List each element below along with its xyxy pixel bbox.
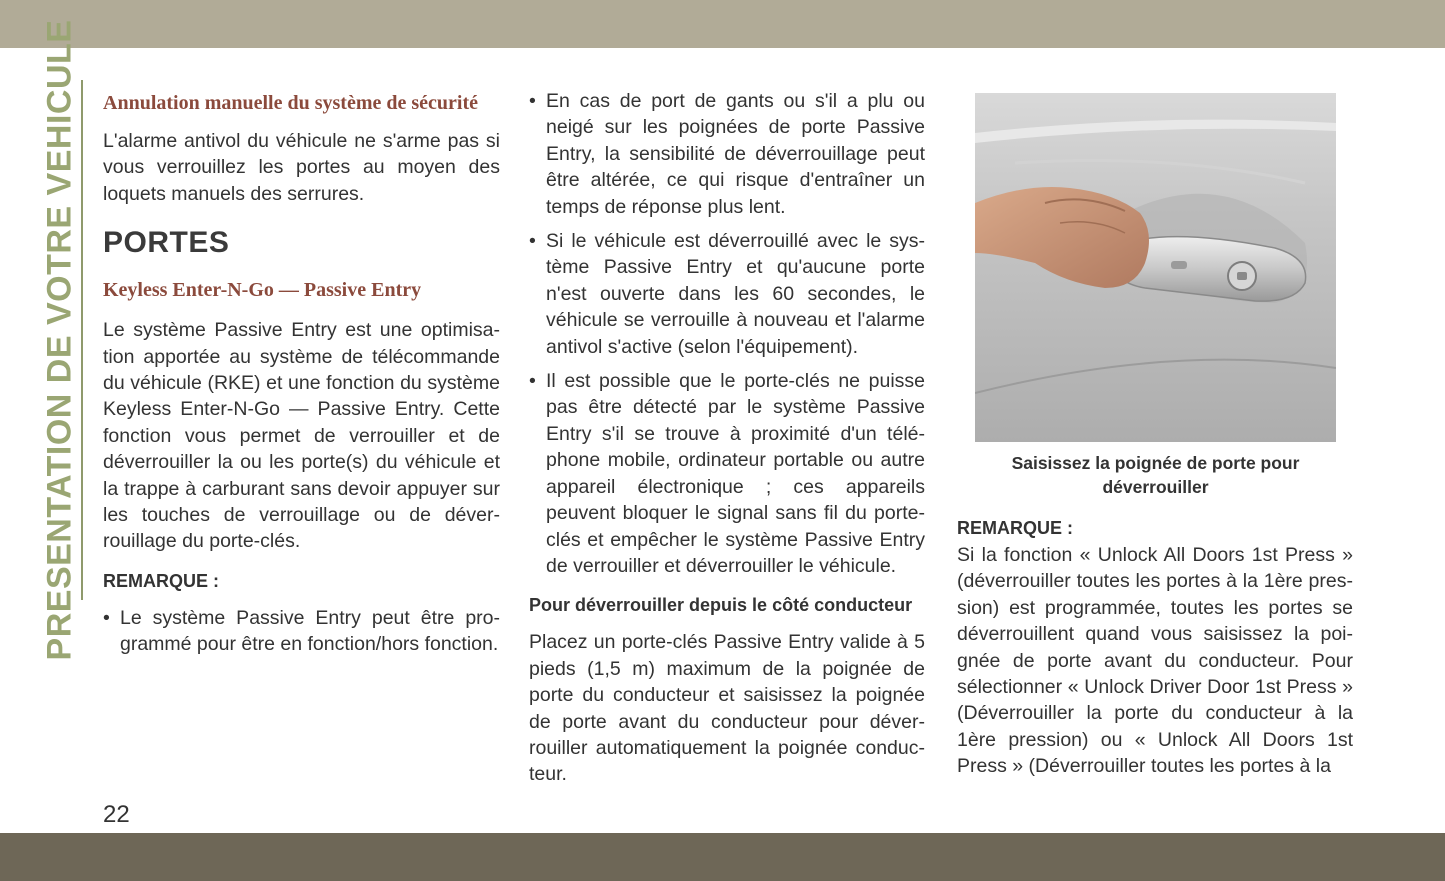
column-1 bbox=[103, 88, 500, 658]
door-handle-illustration bbox=[975, 93, 1336, 442]
paragraph-unlock-options: Si la fonction « Unlock All Doors 1st Press » (déverrouiller toutes les portes à la 1ère pression) est programmée, toutes les portes se déverrouillent quand vous saisissez la poignée de porte avant du conducteur. Pour sélectionner « Unlock Driver Door 1st Press » (Déverrouiller la porte du conducteur à la 1ère pression) ou « Unlock All Doors 1st Press » (Déverrouiller toutes les portes à la bbox=[957, 544, 1353, 778]
column-2 bbox=[529, 88, 925, 788]
bottom-band bbox=[0, 833, 1445, 881]
door-handle-photo-icon bbox=[975, 93, 1336, 442]
subheading-driver-side: Pour déverrouiller depuis le côté conducteur bbox=[529, 595, 913, 616]
chapter-heading-portes: PORTES bbox=[103, 226, 230, 260]
photo-caption: Saisissez la poignée de porte pour déverrouiller bbox=[1011, 453, 1300, 497]
paragraph-passive-entry: Le système Passive Entry est une optimisation apportée au système de télécommande du véhicule (RKE) et une fonction du système Keyless Enter-N-Go — Passive Entry. Cette fonction vous permet de verrouiller et de déverrouiller la ou les porte(s) du véhicule et la trappe à carburant sans devoir appuyer sur les touches de verrouillage ou de déverrouillage du porte-clés. bbox=[103, 319, 500, 553]
bullet-item: • Le système Passive Entry peut être programmé pour être en fonction/hors fonction. bbox=[103, 605, 500, 658]
bullet-item: • En cas de port de gants ou s'il a plu ou neigé sur les poignées de porte Passive Entry, la sensibilité de déverrouillage peut être altérée, ce qui risque d'entraîner un temps de réponse plus lent. bbox=[529, 88, 925, 220]
bullet-item: • Il est possible que le porte-clés ne puisse pas être détecté par le système Passive Entry s'il se trouve à proximité d'un téléphone mobile, ordinateur portable ou autre appareil électronique ; ces appareils peuvent bloquer le signal sans fil du porteclés et empêcher le système Passive Entry de verrouiller et déverrouiller le véhicule. bbox=[529, 368, 925, 579]
section-heading-manual-override: Annulation manuelle du système de sécurité bbox=[103, 92, 478, 114]
note-label: REMARQUE : bbox=[957, 518, 1073, 538]
page-number: 22 bbox=[103, 801, 130, 828]
paragraph-alarm: L'alarme antivol du véhicule ne s'arme pas si vous verrouillez les portes au moyen des loquets manuels des serrures. bbox=[103, 130, 500, 205]
section-heading-keyless: Keyless Enter-N-Go — Passive Entry bbox=[103, 279, 422, 302]
bullet-item: • Si le véhicule est déverrouillé avec le système Passive Entry et qu'aucune porte n'est ouverte dans les 60 secondes, le véhicule se verrouille à nouveau et l'alarme antivol s'active (selon l'équipement). bbox=[529, 228, 925, 360]
top-band bbox=[0, 0, 1445, 48]
paragraph-driver-unlock: Placez un porte-clés Passive Entry valide à 5 pieds (1,5 m) maximum de la poignée de porte du conducteur et saisissez la poignée de porte avant du conducteur pour déverrouiller automatiquement la poignée conducteur. bbox=[529, 631, 925, 786]
column-3 bbox=[957, 516, 1353, 780]
side-tab-label: PRESENTATION DE VOTRE VEHICULE bbox=[40, 19, 79, 661]
note-label: REMARQUE : bbox=[103, 570, 219, 591]
